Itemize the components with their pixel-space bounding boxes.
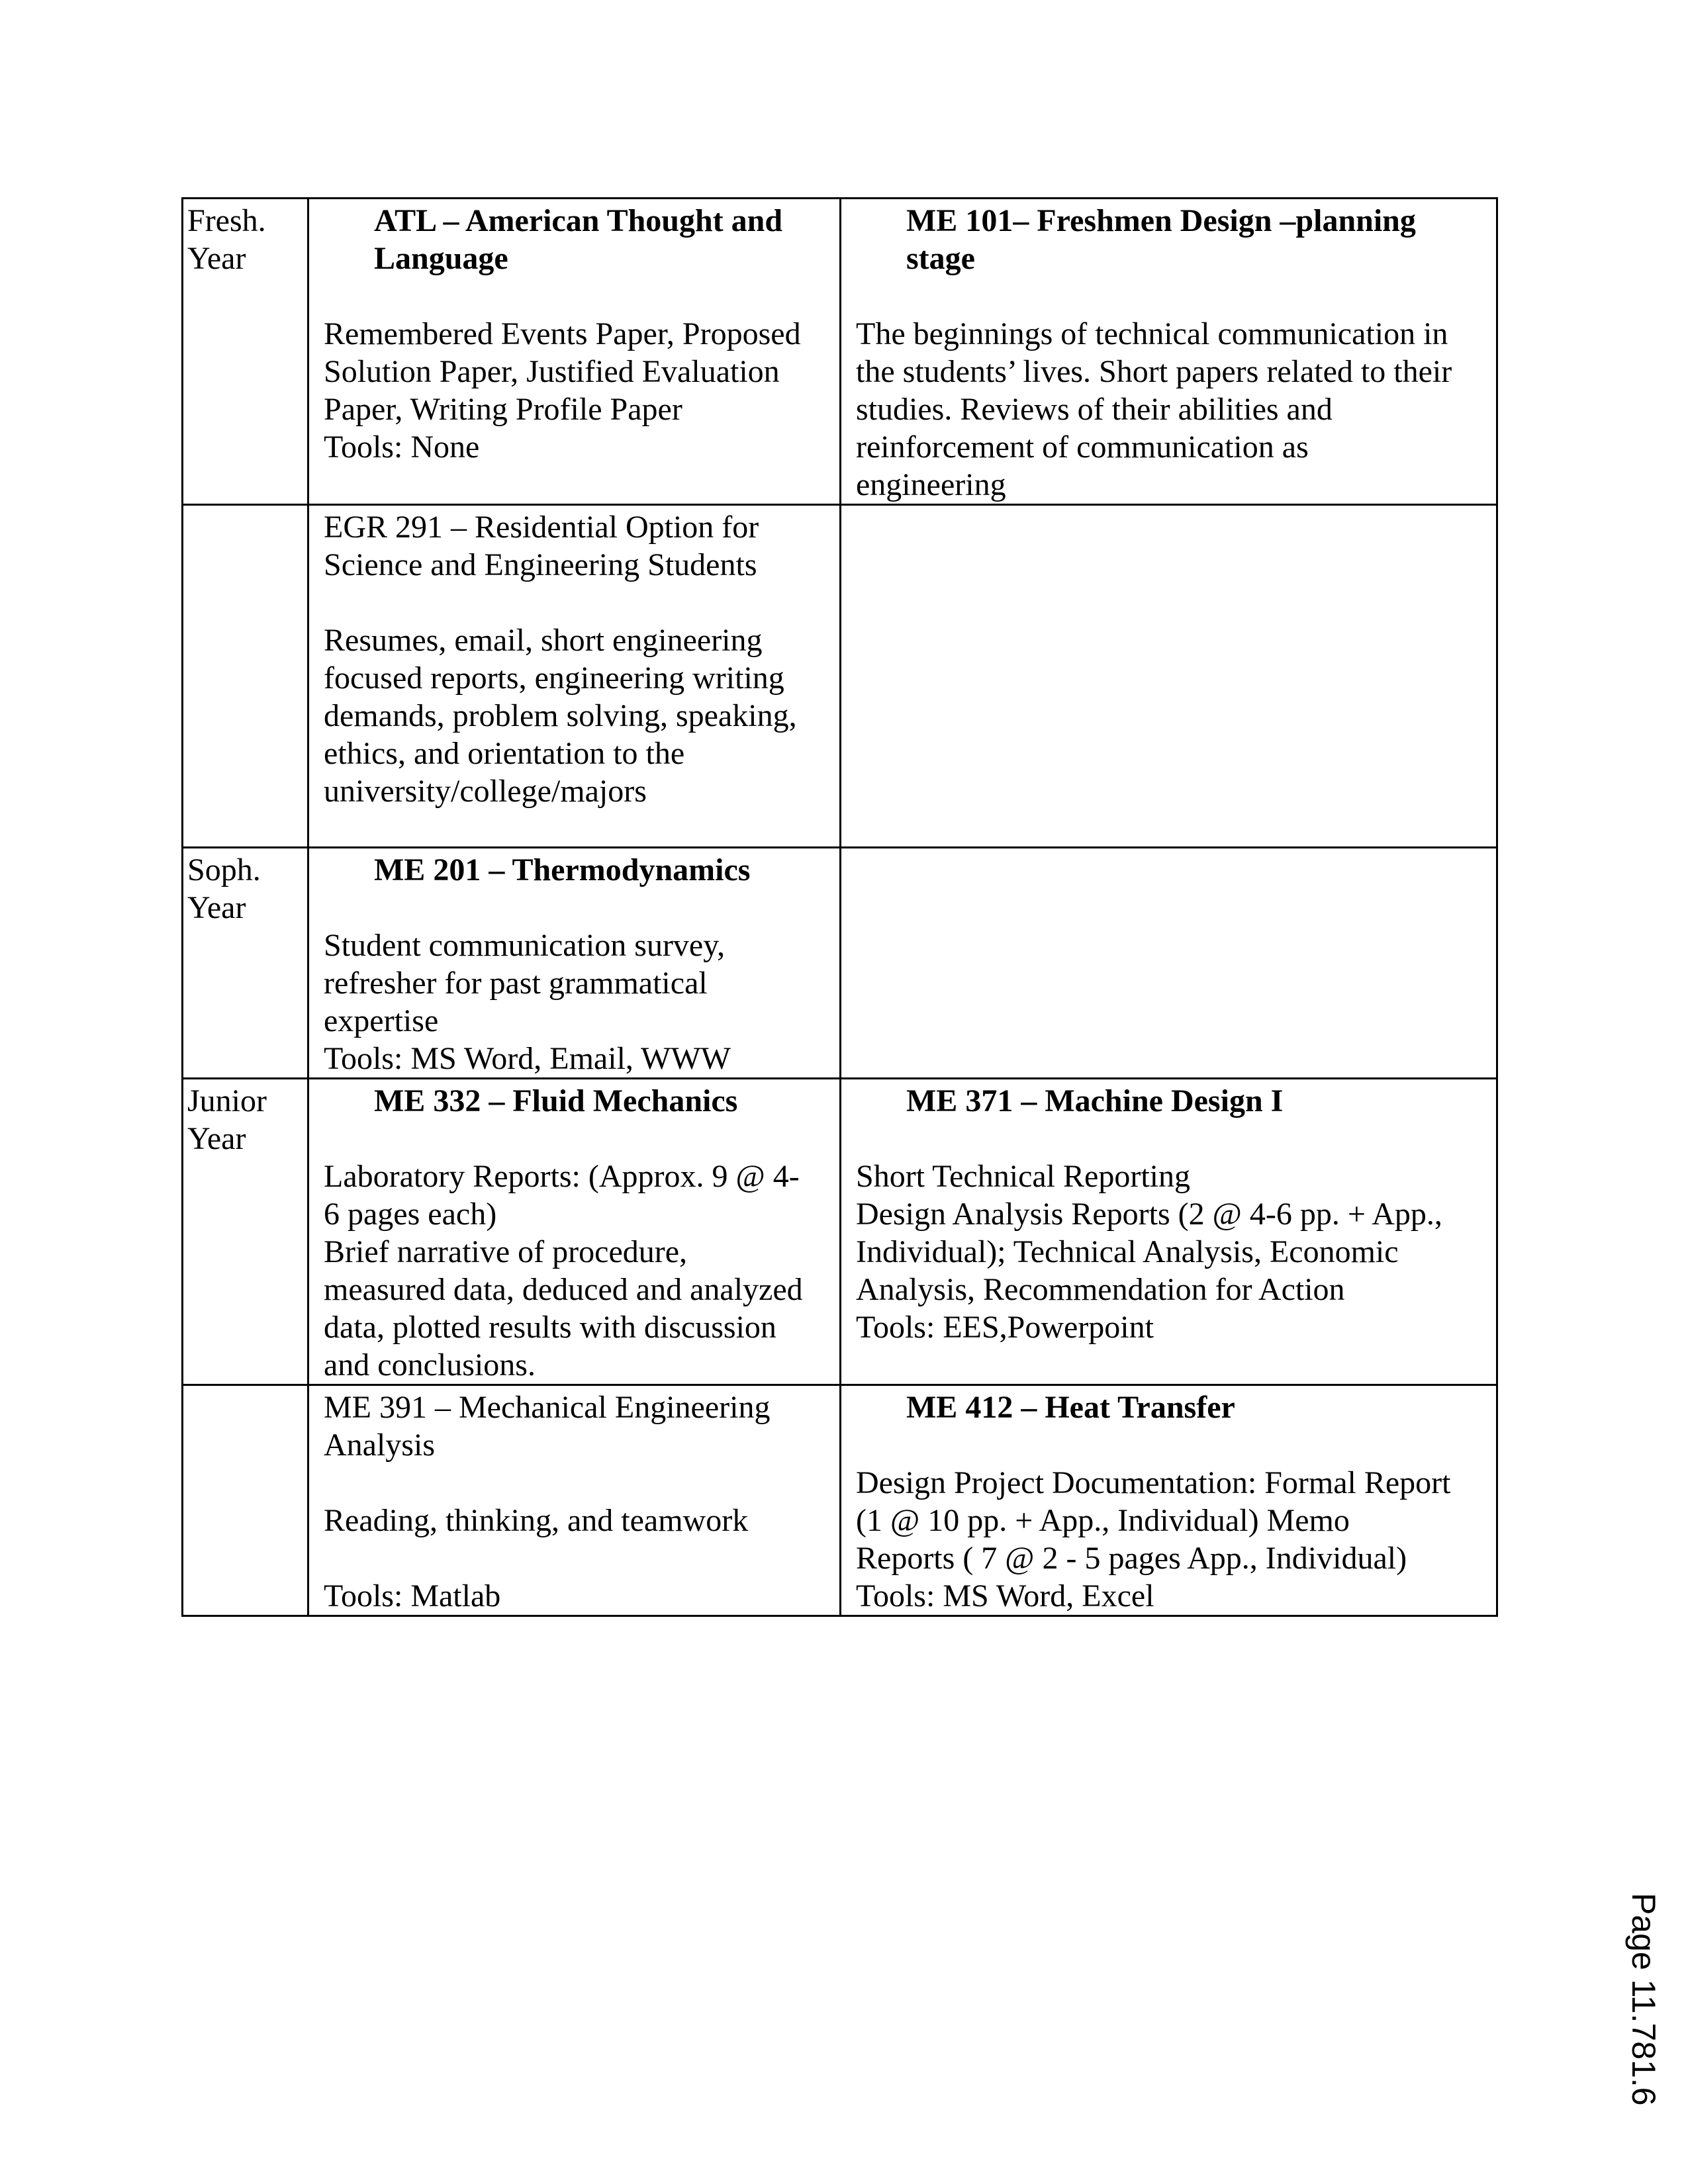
table-row-egr291 [183, 505, 1497, 848]
course-tools: Tools: Matlab [324, 1578, 501, 1614]
course-title: ME 371 – Machine Design I [906, 1083, 1284, 1118]
course-title: ME 101– Freshmen Design –planning stage [906, 203, 1416, 276]
course-description: Laboratory Reports: (Approx. 9 @ 4- 6 pages each) Brief narrative of procedure, measured data, deduced and analyzed data, plotted results with discussion and conclusions. [324, 1159, 803, 1383]
course-title: ME 201 – Thermodynamics [374, 852, 751, 887]
year-label: Soph. Year [187, 852, 261, 925]
course-cell-me101 [841, 199, 1497, 505]
course-description: Short Technical Reporting Design Analysis Reports (2 @ 4-6 pp. + App., Individual); Technical Analysis, Economic Analysis, Recommendation for Action Tools: EES,Powerpoint [856, 1159, 1442, 1345]
course-communication-table [181, 197, 1498, 1617]
course-title: ATL – American Thought and Language [374, 203, 783, 276]
table-row-me391 [183, 1385, 1497, 1616]
course-title: ME 412 – Heat Transfer [906, 1390, 1235, 1425]
course-cell-me332 [308, 1079, 841, 1385]
year-cell [183, 848, 308, 1079]
empty-cell [841, 848, 1497, 1079]
year-cell [183, 1385, 308, 1616]
course-cell-me371 [841, 1079, 1497, 1385]
course-description: The beginnings of technical communication in the students’ lives. Short papers related to their studies. Reviews of their abilities and reinforcement of communication as engineering [856, 316, 1452, 502]
course-description: Design Project Documentation: Formal Report (1 @ 10 pp. + App., Individual) Memo Reports ( 7 @ 2 - 5 pages App., Individual) Tools: MS Word, Excel [856, 1465, 1451, 1614]
year-cell [183, 1079, 308, 1385]
course-description: Resumes, email, short engineering focused reports, engineering writing demands, problem solving, speaking, ethics, and orientation to the university/college/majors [324, 623, 797, 809]
course-title: EGR 291 – Residential Option for Science and Engineering Students [324, 510, 759, 582]
course-description: Reading, thinking, and teamwork [324, 1503, 749, 1538]
course-cell-atl [308, 199, 841, 505]
course-cell-me391 [308, 1385, 841, 1616]
course-cell-me412 [841, 1385, 1497, 1616]
empty-cell [841, 505, 1497, 848]
table-row-junior [183, 1079, 1497, 1385]
course-description: Student communication survey, refresher for past grammatical expertise Tools: MS Word, Email, WWW [324, 928, 731, 1076]
course-cell-egr291 [308, 505, 841, 848]
course-title: ME 332 – Fluid Mechanics [374, 1083, 738, 1118]
table-row-freshman [183, 199, 1497, 505]
table-row-sophomore [183, 848, 1497, 1079]
year-label: Junior Year [187, 1083, 267, 1156]
year-cell [183, 199, 308, 505]
course-title: ME 391 – Mechanical Engineering Analysis [324, 1390, 771, 1463]
year-cell [183, 505, 308, 848]
course-cell-me201 [308, 848, 841, 1079]
course-description: Remembered Events Paper, Proposed Solution Paper, Justified Evaluation Paper, Writing Profile Paper Tools: None [324, 316, 801, 465]
page-number: Page 11.781.6 [1625, 1893, 1662, 2106]
year-label: Fresh. Year [187, 203, 266, 276]
